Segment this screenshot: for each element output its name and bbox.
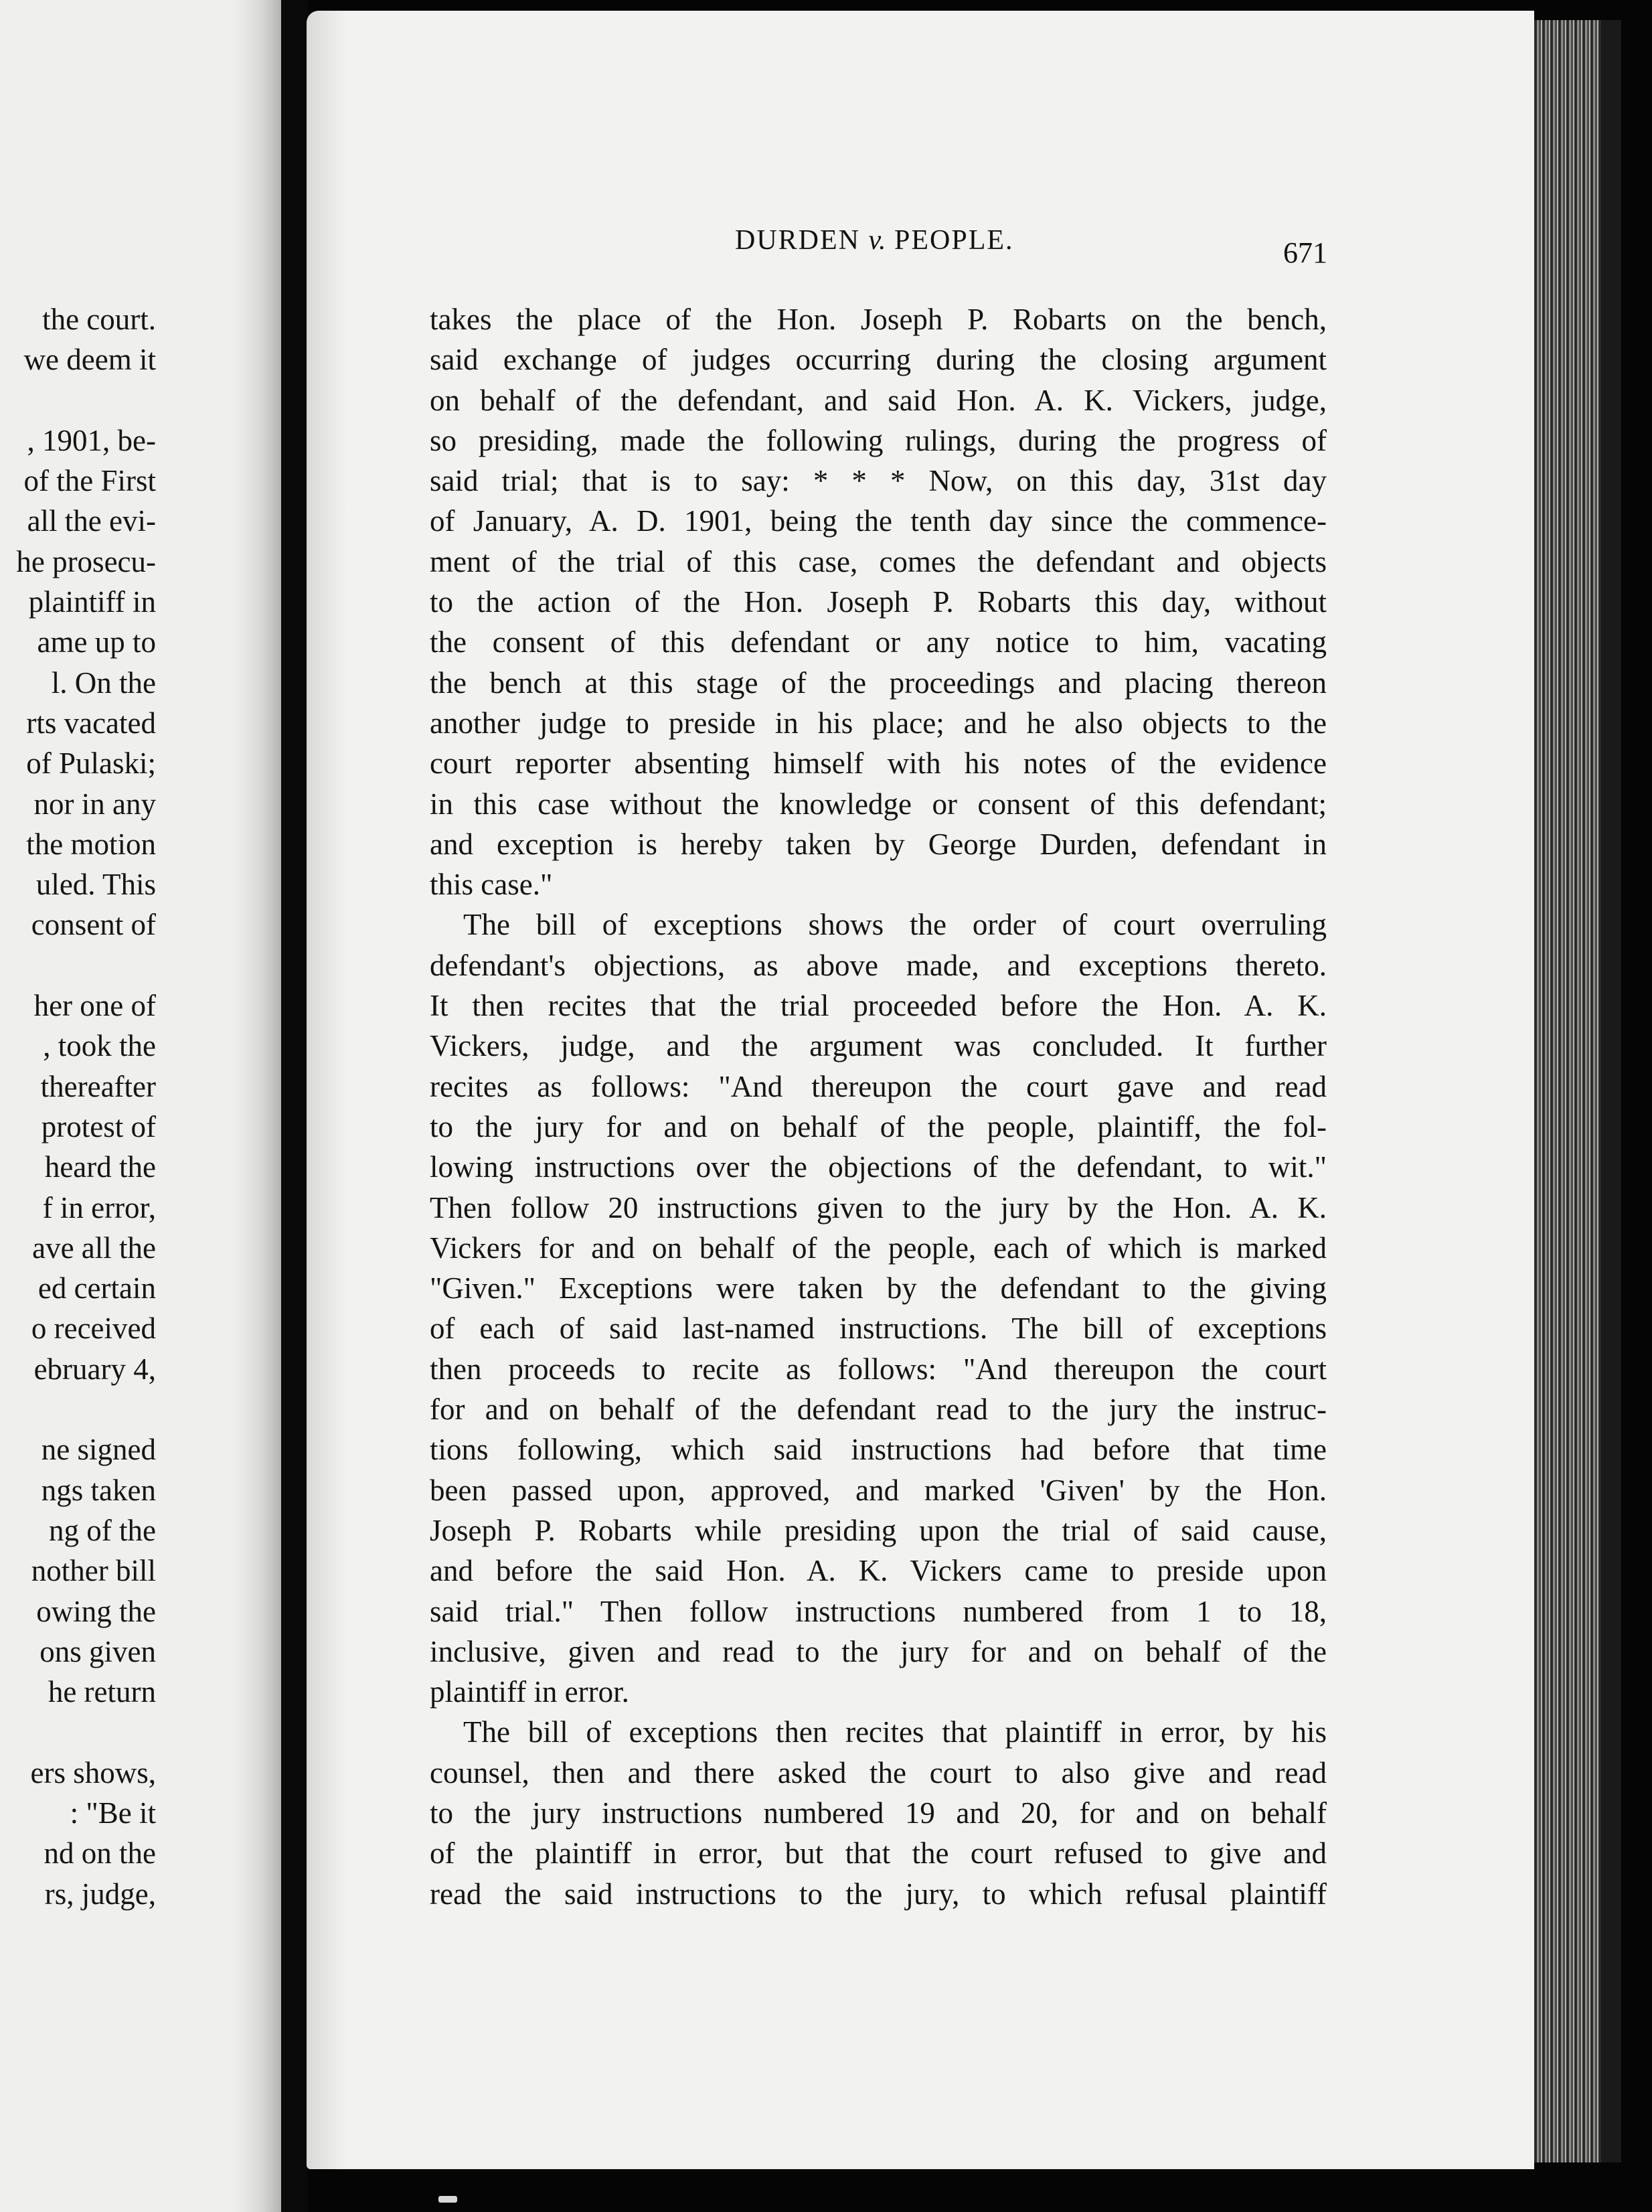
text-line: court reporter absenting himself with his notes of the evidence <box>430 746 1327 781</box>
text-line: Then follow 20 instructions given to the jury by the Hon. A. K. <box>430 1190 1327 1224</box>
text-line: then proceeds to recite as follows: "And thereupon the court <box>430 1352 1327 1386</box>
page-number: 671 <box>1283 236 1327 269</box>
text-line: lowing instructions over the objections of the defendant, to wit." <box>430 1150 1327 1184</box>
running-head-main: DURDEN <box>735 225 860 256</box>
text-line: tions following, which said instructions had before that time <box>430 1433 1327 1467</box>
text-line: to the jury instructions numbered 19 and 20, for and on behalf <box>430 1796 1327 1830</box>
left-line: ngs taken <box>41 1473 156 1507</box>
left-page <box>0 0 281 2212</box>
text-line: and exception is hereby taken by George Durden, defendant in <box>430 827 1327 861</box>
scanner-mark <box>438 2196 457 2203</box>
left-line: , took the <box>43 1029 156 1063</box>
text-line: Vickers for and on behalf of the people, each of which is marked <box>430 1231 1327 1265</box>
left-line: plaintiff in <box>28 585 156 619</box>
left-line: uled. This <box>35 868 156 902</box>
book-spine <box>281 0 308 2212</box>
left-line <box>16 945 156 985</box>
text-line: said trial; that is to say: * * * Now, on this day, 31st day <box>430 464 1327 498</box>
text-line: said exchange of judges occurring during the closing argument <box>430 343 1327 377</box>
text-line: in this case without the knowledge or consent of this defendant; <box>430 787 1327 821</box>
left-line: we deem it <box>23 343 156 377</box>
text-line: inclusive, given and read to the jury for and on behalf of the <box>430 1634 1327 1668</box>
text-line: Joseph P. Robarts while presiding upon the trial of said cause, <box>430 1513 1327 1547</box>
left-line: ne signed <box>41 1433 156 1467</box>
text-line: ment of the trial of this case, comes the defendant and objects <box>430 544 1327 578</box>
running-head <box>735 224 1014 256</box>
left-line: nother bill <box>31 1554 156 1588</box>
text-line: been passed upon, approved, and marked 'Given' by the Hon. <box>430 1473 1327 1507</box>
text-line: to the action of the Hon. Joseph P. Robarts this day, without <box>430 585 1327 619</box>
text-line: to the jury for and on behalf of the people, plaintiff, the fol- <box>430 1109 1327 1143</box>
left-line: the motion <box>26 827 156 861</box>
left-line: protest of <box>41 1109 156 1143</box>
text-line: "Given." Exceptions were taken by the defendant to the giving <box>430 1271 1327 1306</box>
left-line: ers shows, <box>30 1755 156 1790</box>
left-line: nd on the <box>44 1836 156 1871</box>
left-line: l. On the <box>51 665 156 700</box>
text-line: Vickers, judge, and the argument was concluded. It further <box>430 1029 1327 1063</box>
left-line: he prosecu- <box>16 544 156 578</box>
left-line: thereafter <box>40 1069 156 1103</box>
left-line: ons given <box>39 1634 156 1668</box>
left-line: nor in any <box>33 787 156 821</box>
text-line: and before the said Hon. A. K. Vickers came to preside upon <box>430 1554 1327 1588</box>
text-line: of the plaintiff in error, but that the court refused to give and <box>430 1836 1327 1871</box>
page-edges <box>1534 20 1621 2162</box>
left-line: her one of <box>33 989 156 1023</box>
left-line: consent of <box>31 908 156 942</box>
left-line: the court. <box>42 303 156 336</box>
left-line <box>16 380 156 420</box>
text-line: for and on behalf of the defendant read to the jury the instruc- <box>430 1393 1327 1427</box>
text-line: of January, A. D. 1901, being the tenth day since the commence- <box>430 504 1327 538</box>
text-line: plaintiff in error. <box>430 1675 629 1709</box>
left-line: f in error, <box>42 1190 156 1224</box>
left-line: o received <box>31 1312 156 1346</box>
left-line: of Pulaski; <box>26 746 156 781</box>
body-text <box>430 299 1327 1914</box>
text-line: recites as follows: "And thereupon the court gave and read <box>430 1069 1327 1103</box>
running-head-v: v. <box>868 225 886 256</box>
text-line: The bill of exceptions shows the order of court overruling <box>463 908 1327 942</box>
text-line: said trial." Then follow instructions numbered from 1 to 18, <box>430 1594 1327 1628</box>
text-line: of each of said last-named instructions. The bill of exceptions <box>430 1312 1327 1346</box>
text-line: on behalf of the defendant, and said Hon. A. K. Vickers, judge, <box>430 383 1327 417</box>
running-head-end: PEOPLE. <box>894 225 1014 256</box>
left-line: all the evi- <box>27 504 156 538</box>
left-line: of the First <box>23 464 156 498</box>
text-line: It then recites that the trial proceeded before the Hon. A. K. <box>430 989 1327 1023</box>
left-line: heard the <box>44 1150 156 1184</box>
text-line: counsel, then and there asked the court to also give and read <box>430 1755 1327 1790</box>
left-line: ng of the <box>49 1513 156 1547</box>
text-line: the bench at this stage of the proceedings and placing thereon <box>430 665 1327 700</box>
left-line: he return <box>48 1675 156 1709</box>
text-line: read the said instructions to the jury, to which refusal plaintiff <box>430 1877 1327 1911</box>
left-line: : "Be it <box>70 1796 156 1830</box>
text-line: The bill of exceptions then recites that plaintiff in error, by his <box>463 1715 1327 1749</box>
left-line: ave all the <box>32 1231 156 1265</box>
text-line: defendant's objections, as above made, and exceptions thereto. <box>430 948 1327 982</box>
left-line: ed certain <box>37 1271 156 1306</box>
left-line: , 1901, be- <box>27 423 156 457</box>
text-line: this case." <box>430 868 553 902</box>
text-line: takes the place of the Hon. Joseph P. Robarts on the bench, <box>430 303 1327 336</box>
left-line: owing the <box>36 1594 156 1628</box>
left-line: ame up to <box>37 625 156 659</box>
left-line <box>16 1712 156 1752</box>
left-line <box>16 1389 156 1429</box>
left-line: ebruary 4, <box>33 1352 156 1386</box>
text-line: another judge to preside in his place; and he also objects to the <box>430 706 1327 740</box>
left-line: rts vacated <box>26 706 156 740</box>
text-line: the consent of this defendant or any notice to him, vacating <box>430 625 1327 659</box>
gutter-shadow <box>234 0 281 2212</box>
left-line: rs, judge, <box>44 1877 156 1911</box>
text-line: so presiding, made the following rulings, during the progress of <box>430 423 1327 457</box>
left-page-text <box>16 299 156 1914</box>
